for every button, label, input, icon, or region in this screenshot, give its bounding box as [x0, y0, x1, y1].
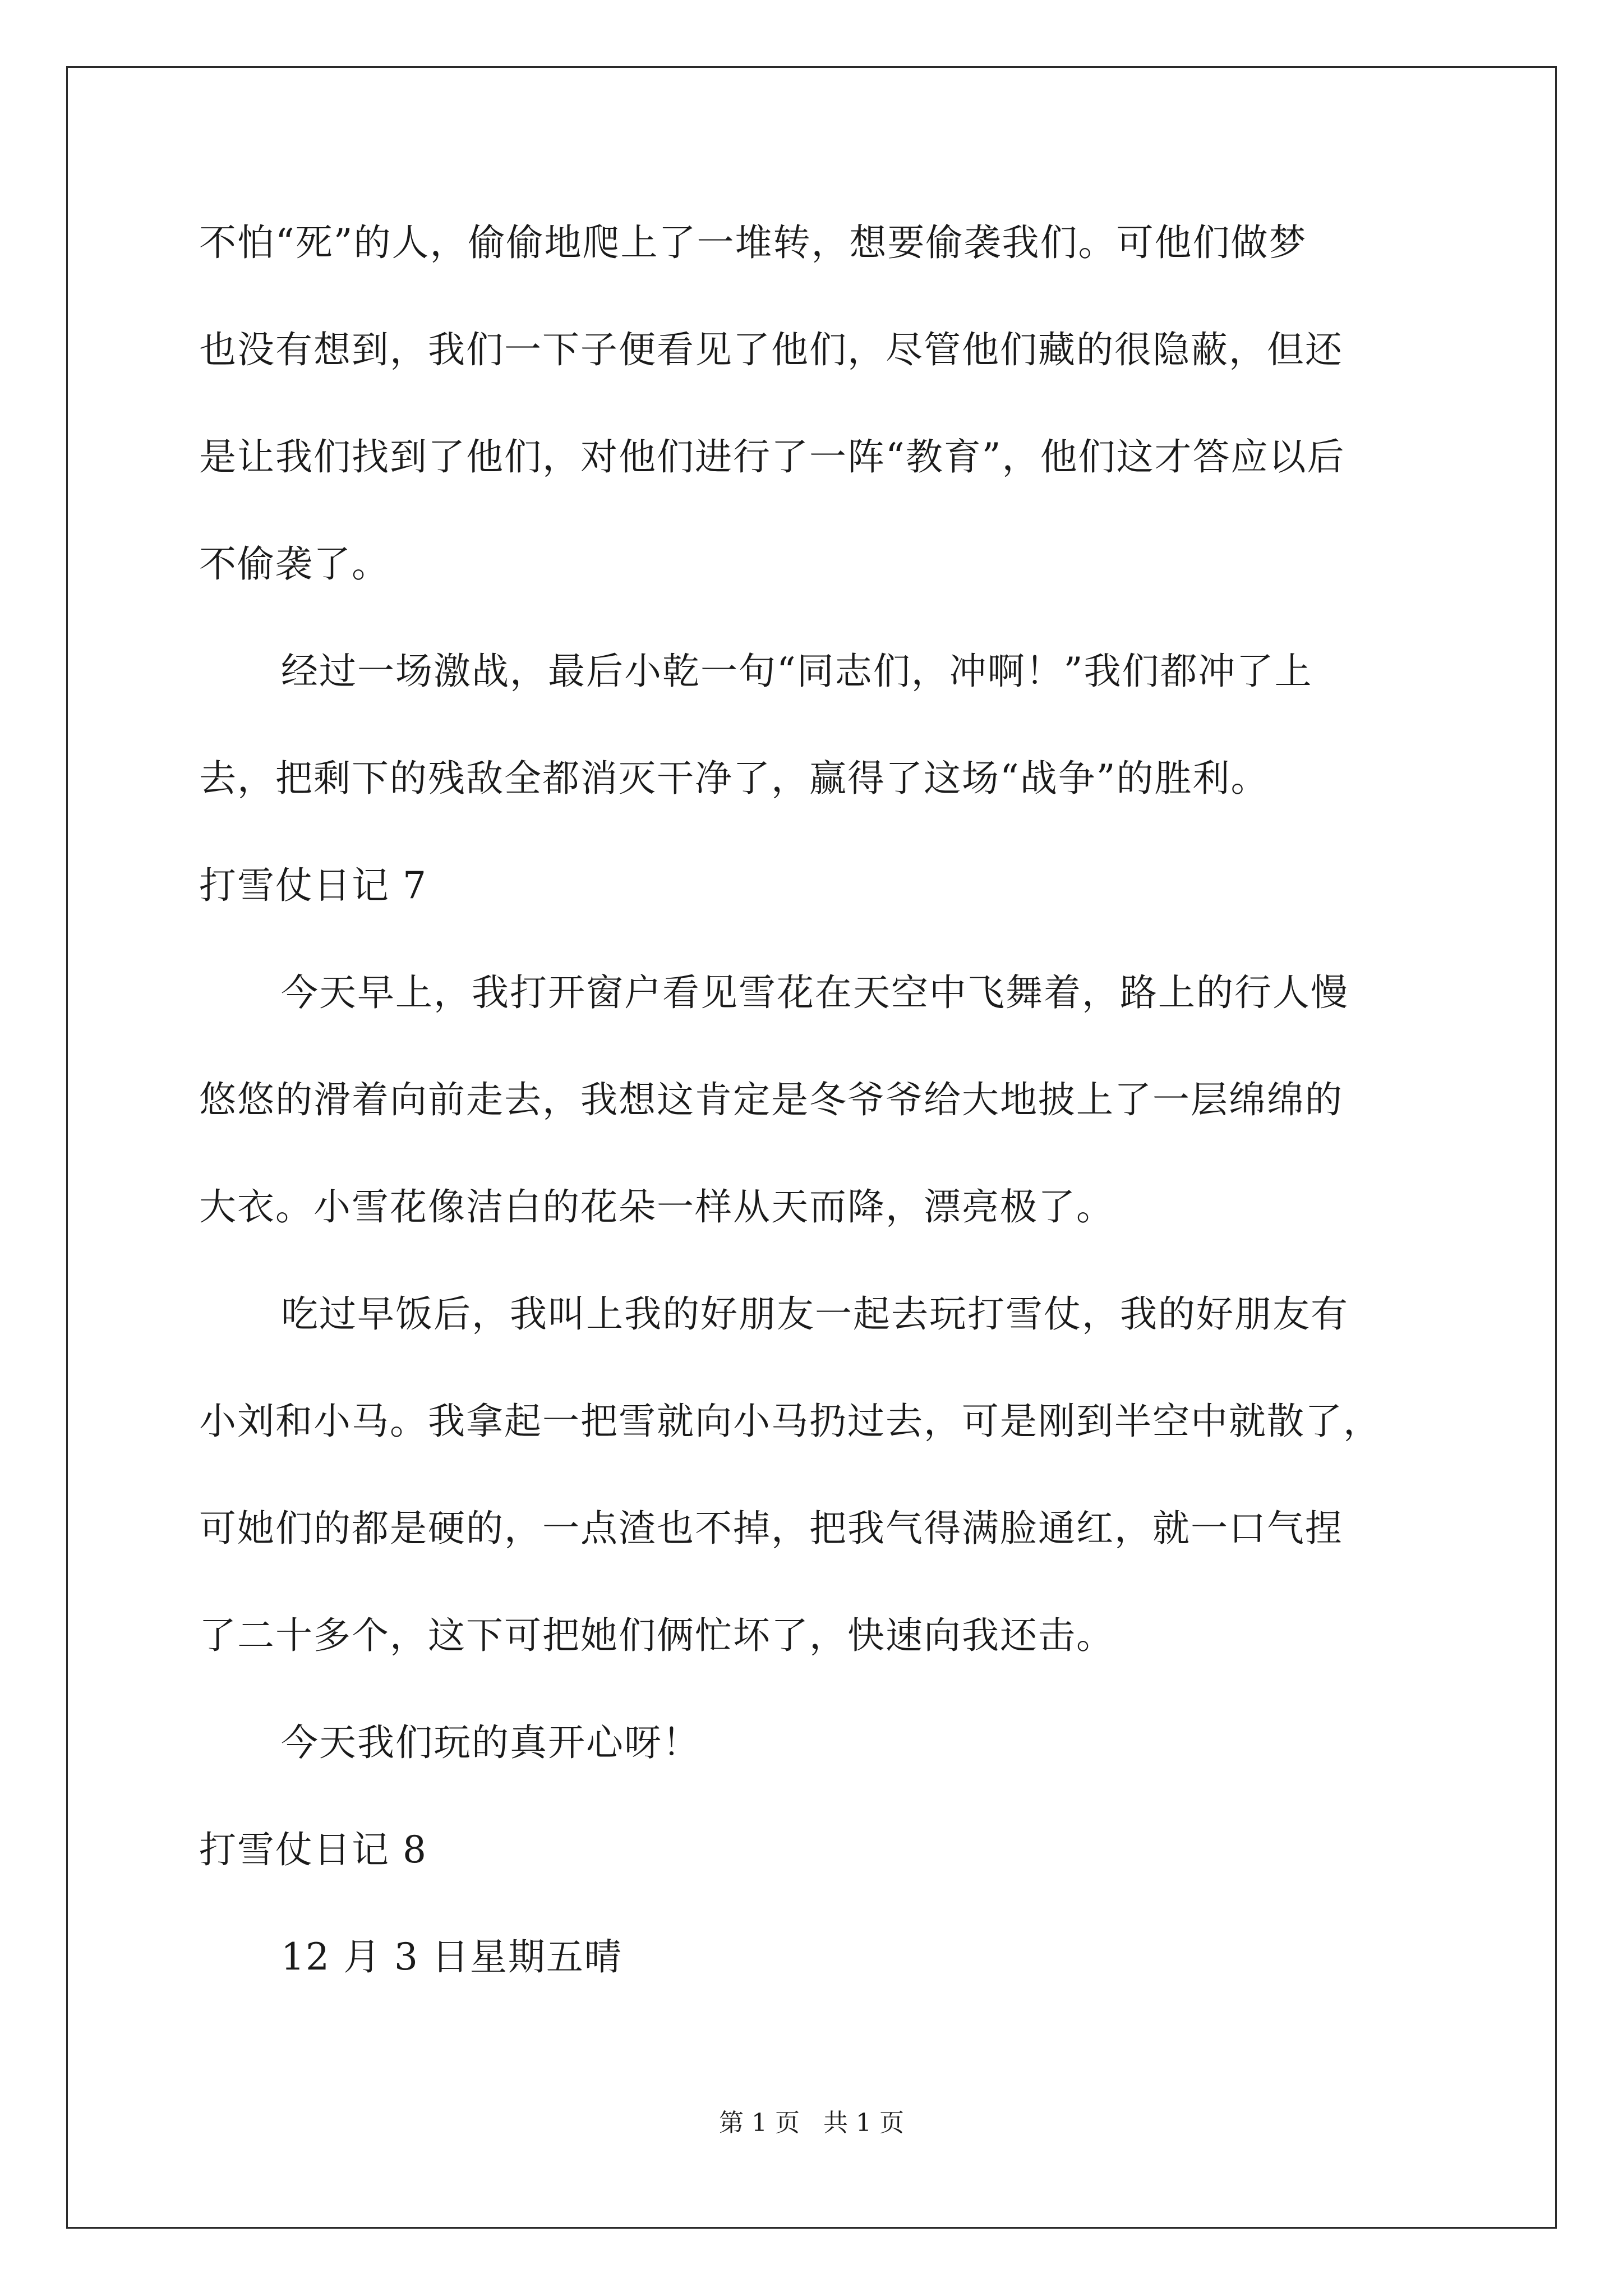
text-line-15: 今天我们玩的真开心呀！	[281, 1721, 700, 1764]
text-line-2: 也没有想到，我们一下子便看见了他们，尽管他们藏的很隐蔽，但还	[199, 328, 1343, 371]
section-heading-diary-8: 打雪仗日记 8	[199, 1828, 427, 1871]
text-line-9: 悠悠的滑着向前走去，我想这肯定是冬爷爷给大地披上了一层绵绵的	[199, 1078, 1343, 1121]
page-number-footer: 第 1 页 共 1 页	[719, 2109, 904, 2137]
section-heading-diary-7: 打雪仗日记 7	[199, 864, 427, 907]
text-line-12: 小刘和小马。我拿起一把雪就向小马扔过去，可是刚到半空中就散了，	[199, 1400, 1381, 1443]
text-line-4: 不偷袭了。	[199, 542, 390, 586]
text-line-5: 经过一场激战，最后小乾一句“同志们，冲啊！”我们都冲了上	[281, 650, 1313, 693]
text-line-1: 不怕“死”的人，偷偷地爬上了一堆转，想要偷袭我们。可他们做梦	[199, 221, 1307, 264]
date-line: 12 月 3 日星期五晴	[281, 1935, 623, 1978]
text-line-3: 是让我们找到了他们，对他们进行了一阵“教育”，他们这才答应以后	[199, 435, 1345, 478]
text-line-6: 去，把剩下的残敌全都消灭干净了，赢得了这场“战争”的胜利。	[199, 757, 1269, 800]
text-line-10: 大衣。小雪花像洁白的花朵一样从天而降，漂亮极了。	[199, 1185, 1114, 1228]
text-line-13: 可她们的都是硬的，一点渣也不掉，把我气得满脸通红，就一口气捏	[199, 1507, 1343, 1550]
document-body	[199, 218, 1461, 2039]
text-line-11: 吃过早饭后，我叫上我的好朋友一起去玩打雪仗，我的好朋友有	[281, 1292, 1349, 1336]
text-line-8: 今天早上，我打开窗户看见雪花在天空中飞舞着，路上的行人慢	[281, 971, 1349, 1014]
text-line-14: 了二十多个，这下可把她们俩忙坏了，快速向我还击。	[199, 1614, 1114, 1657]
